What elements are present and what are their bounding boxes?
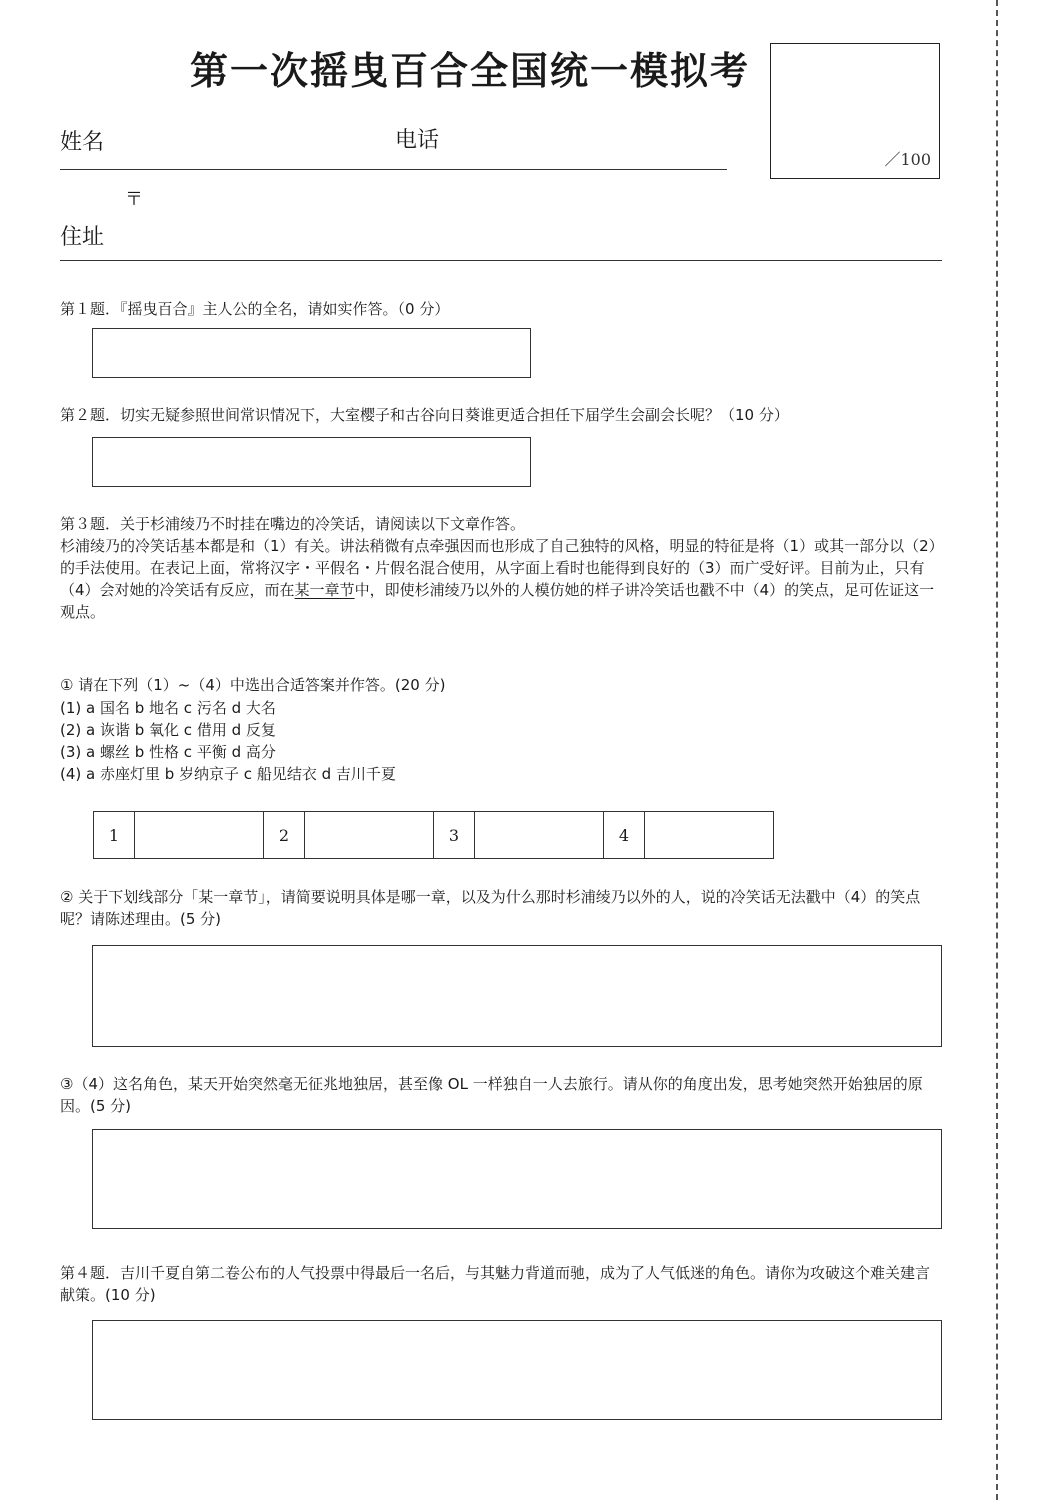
phone-label: 电话 xyxy=(395,128,440,153)
score-total: ／100 xyxy=(884,150,931,169)
sub-question-3-answer-box[interactable] xyxy=(92,1129,942,1229)
option-row-2: (2) a 诙谐 b 氧化 c 借用 d 反复 xyxy=(60,721,276,739)
question-1-answer-box[interactable] xyxy=(92,328,531,378)
score-box xyxy=(770,43,940,179)
name-label: 姓名 xyxy=(60,130,105,155)
option-row-3: (3) a 螺丝 b 性格 c 平衡 d 高分 xyxy=(60,743,276,761)
passage-text-before: 杉浦绫乃的冷笑话基本都是和（1）有关。讲法稍微有点牵强因而也形成了自己独特的风格，明显的特征是将（1）或其一部分以（2）的手法使用。在表记上面，常将汉字・平假名・片假名混合使用，从字面上看时也能得到良好的（3）而广受好评。目前为止，只有（4）会对她的冷笑话有反应，而在 xyxy=(60,537,937,599)
answer-cell-3[interactable] xyxy=(475,812,604,859)
question-2-answer-box[interactable] xyxy=(92,437,531,487)
option-row-4: (4) a 赤座灯里 b 岁纳京子 c 船见结衣 d 吉川千夏 xyxy=(60,765,396,783)
answer-number-4: 4 xyxy=(604,812,645,859)
address-line xyxy=(60,260,942,261)
sub-question-2-prompt: ② 关于下划线部分「某一章节」，请简要说明具体是哪一章，以及为什么那时杉浦绫乃以外的人，说的冷笑话无法戳中（4）的笑点呢？请陈述理由。(5 分) xyxy=(60,888,921,928)
address-label: 住址 xyxy=(60,225,105,250)
sub-question-1-prompt: ① 请在下列（1）~（4）中选出合适答案并作答。(20 分) xyxy=(60,676,446,694)
answer-cell-2[interactable] xyxy=(305,812,434,859)
answer-grid xyxy=(93,811,774,859)
sub-question-3-prompt: ③（4）这名角色，某天开始突然毫无征兆地独居，甚至像 OL 一样独自一人去旅行。请从你的角度出发，思考她突然开始独居的原因。(5 分) xyxy=(60,1075,923,1115)
question-4-answer-box[interactable] xyxy=(92,1320,942,1420)
postal-mark: 〒 xyxy=(125,189,143,210)
sub-question-2-answer-box[interactable] xyxy=(92,945,942,1047)
option-list xyxy=(60,697,396,785)
question-3-passage xyxy=(60,535,942,623)
answer-number-2: 2 xyxy=(264,812,305,859)
answer-cell-4[interactable] xyxy=(645,812,774,859)
question-2-text: 第２题．切实无疑参照世间常识情况下，大室樱子和古谷向日葵谁更适合担任下届学生会副会长呢？（10 分） xyxy=(60,406,789,424)
passage-text-after: 中，即使杉浦绫乃以外的人模仿她的样子讲冷笑话也戳不中（4）的笑点，足可佐证这一观点。 xyxy=(60,581,935,621)
option-row-1: (1) a 国名 b 地名 c 污名 d 大名 xyxy=(60,699,276,717)
answer-number-1: 1 xyxy=(94,812,135,859)
answer-number-3: 3 xyxy=(434,812,475,859)
question-3-intro: 第３题．关于杉浦绫乃不时挂在嘴边的冷笑话，请阅读以下文章作答。 xyxy=(60,515,526,533)
question-4-text: 第４题．吉川千夏自第二卷公布的人气投票中得最后一名后，与其魅力背道而驰，成为了人气低迷的角色。请你为攻破这个难关建言献策。(10 分) xyxy=(60,1264,931,1304)
exam-title: 第一次摇曳百合全国统一模拟考 xyxy=(190,48,751,93)
name-phone-line xyxy=(60,169,727,170)
answer-cell-1[interactable] xyxy=(135,812,264,859)
dashed-cut-line xyxy=(996,0,998,1500)
passage-underlined-chapter: 某一章节 xyxy=(294,581,355,599)
question-1-text: 第１题．『摇曳百合』主人公的全名，请如实作答。（0 分） xyxy=(60,300,450,318)
